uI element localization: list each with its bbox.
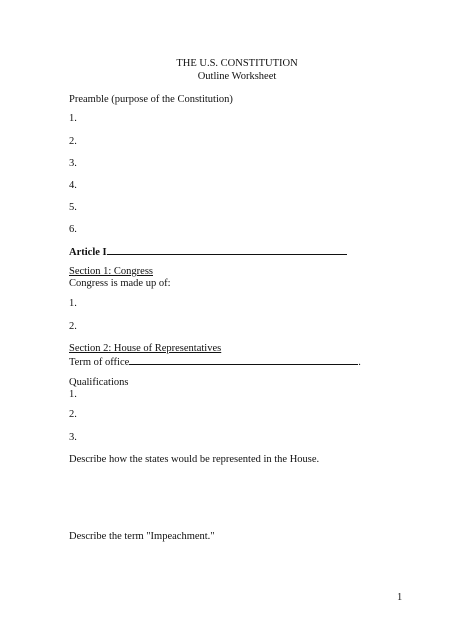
section1-heading: Section 1: Congress	[69, 266, 153, 277]
question-representation: Describe how the states would be represented in the House.	[69, 454, 320, 465]
qualification-item-2: 2.	[69, 409, 77, 420]
term-of-office-blank	[129, 355, 358, 365]
section1-item-1: 1.	[69, 298, 77, 309]
article-heading	[69, 245, 347, 259]
preamble-item-1: 1.	[69, 113, 77, 124]
page-number: 1	[397, 592, 403, 603]
question-impeachment: Describe the term "Impeachment."	[69, 531, 215, 542]
document-subtitle: Outline Worksheet	[197, 71, 277, 82]
article-blank-line	[107, 245, 347, 255]
qualification-item-3: 3.	[69, 432, 77, 443]
preamble-item-6: 6.	[69, 224, 77, 235]
section2-heading: Section 2: House of Representatives	[69, 343, 222, 354]
preamble-item-4: 4.	[69, 180, 77, 191]
term-of-office-period: .	[358, 357, 361, 368]
article-label: Article I	[69, 247, 107, 258]
preamble-item-3: 3.	[69, 158, 77, 169]
preamble-item-2: 2.	[69, 136, 77, 147]
term-of-office-line	[69, 355, 361, 369]
document-title: THE U.S. CONSTITUTION	[176, 58, 298, 69]
qualifications-heading: Qualifications	[69, 377, 129, 388]
section1-prompt: Congress is made up of:	[69, 278, 171, 289]
term-of-office-label: Term of office	[69, 357, 130, 368]
section1-item-2: 2.	[69, 321, 77, 332]
preamble-item-5: 5.	[69, 202, 77, 213]
qualification-item-1: 1.	[69, 389, 77, 400]
preamble-heading: Preamble (purpose of the Constitution)	[69, 94, 233, 105]
